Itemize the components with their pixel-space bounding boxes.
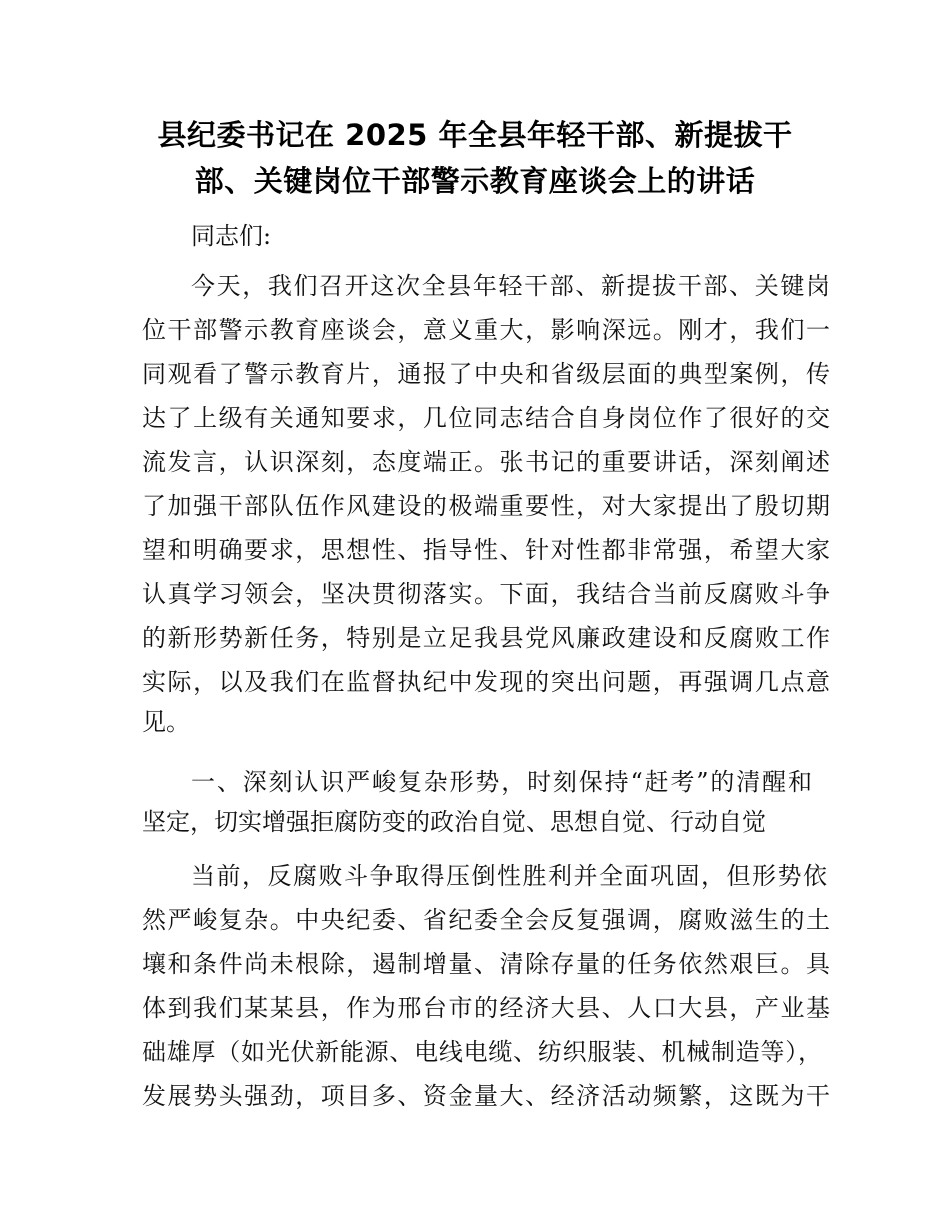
section-heading-1-line: 坚定，切实增强拒腐防变的政治自觉、思想自觉、行动自觉 xyxy=(142,808,766,836)
paragraph-1-line: 流发言，认识深刻，态度端正。张书记的重要讲话，深刻阐述 xyxy=(142,448,830,476)
paragraph-2-line: 然严峻复杂。中央纪委、省纪委全会反复强调，腐败滋生的土 xyxy=(142,906,830,934)
salutation: 同志们: xyxy=(191,222,272,250)
document-title-line-2: 部、关键岗位干部警示教育座谈会上的讲话 xyxy=(194,164,756,198)
paragraph-1-line: 实际，以及我们在监督执纪中发现的突出问题，再强调几点意 xyxy=(142,668,830,696)
paragraph-2-line: 当前，反腐败斗争取得压倒性胜利并全面巩固，但形势依 xyxy=(191,862,827,890)
paragraph-1-line: 达了上级有关通知要求，几位同志结合自身岗位作了很好的交 xyxy=(142,404,830,432)
paragraph-2-line: 发展势头强劲，项目多、资金量大、经济活动频繁，这既为干 xyxy=(142,1082,830,1110)
paragraph-1-line: 同观看了警示教育片，通报了中央和省级层面的典型案例，传 xyxy=(142,360,830,388)
paragraph-1-line: 了加强干部队伍作风建设的极端重要性，对大家提出了殷切期 xyxy=(142,492,830,520)
paragraph-2-line: 体到我们某某县，作为邢台市的经济大县、人口大县，产业基 xyxy=(142,994,830,1022)
paragraph-1-line: 位干部警示教育座谈会，意义重大，影响深远。刚才，我们一 xyxy=(142,316,830,344)
paragraph-1-line: 望和明确要求，思想性、指导性、针对性都非常强，希望大家 xyxy=(142,536,830,564)
paragraph-1-line: 今天，我们召开这次全县年轻干部、新提拔干部、关键岗 xyxy=(191,272,830,300)
document-title-line-1: 县纪委书记在 2025 年全县年轻干部、新提拔干 xyxy=(157,118,793,152)
paragraph-1-line: 见。 xyxy=(142,708,190,736)
paragraph-2-line: 础雄厚（如光伏新能源、电线电缆、纺织服装、机械制造等）， xyxy=(142,1038,822,1066)
paragraph-2-line: 壤和条件尚未根除，遏制增量、清除存量的任务依然艰巨。具 xyxy=(142,950,830,978)
section-heading-1-line: 一、深刻认识严峻复杂形势，时刻保持“赶考”的清醒和 xyxy=(191,768,812,796)
paragraph-1-line: 认真学习领会，坚决贯彻落实。下面，我结合当前反腐败斗争 xyxy=(142,580,830,608)
paragraph-1-line: 的新形势新任务，特别是立足我县党风廉政建设和反腐败工作 xyxy=(142,624,830,652)
